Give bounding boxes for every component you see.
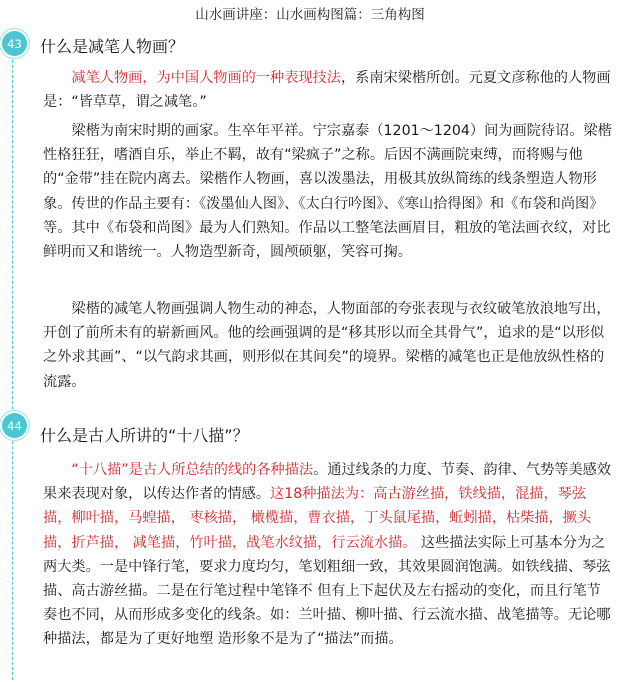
page-header-title: 山水画讲座：山水画构图篇：三角构图 [195, 7, 425, 23]
paragraph: 梁楷的减笔人物画强调人物生动的神态，人物面部的夸张表现与衣纹破笔放浪地写出，开创了前所未有的崭新画风。他的绘画强调的是“移其形以而全其骨气”，追求的是“以形似之外求其画”、“以气韵求其画，则形似在其间矣”的境界。梁楷的减笔也正是他放纵性格的流露。 [43, 301, 611, 390]
timeline-dashed-line [12, 60, 13, 680]
highlight-text: “十八描”是古人所总结的线的各种描法 [71, 462, 314, 478]
paragraph [43, 66, 613, 114]
body-text: ，系南宋梁楷所创。元夏文彦称他的人物画是：“皆草草，谓之减笔。” [43, 70, 611, 111]
body-text: 。通过线条的力度、节奏、韵律、气势等美感效果来表现对象，以传达作者的情感。 [43, 462, 612, 503]
question-title: 什么是古人所讲的“十八描”？ [40, 426, 249, 445]
paragraph: 梁楷为南宋时期的画家。生卒年平祥。宁宗嘉泰（1201～1204）间为画院待诏。梁楷性格狂狂，嗜酒自乐，举止不羁，故有“梁疯子”之称。后因不满画院束缚，而将赐与他的“金带”挂在院内离去。梁楷作人物画，喜以泼墨法，用极其放纵简练的线条塑造人物形象。传世的作品主要有：《泼墨仙人图》、《太白行吟图》、《寒山拾得图》和《布袋和尚图》等。其中《布袋和尚图》最为人们熟知。作品以工整笔法画眉目，粗放的笔法画衣纹，对比鲜明而又和谐统一。人物造型新奇，圆颅硕躯，笑容可掬。 [43, 123, 612, 261]
body-text: 这些描法实际上可基本分为之两大类。一是中锋行笔，要求力度均匀，笔划粗细一致，其效果圆润饱满。如铁线描、琴弦描、高古游丝描。二是在行笔过程中笔锋不 但有上下起伏及左右摇动的变化，而且行笔节奏也不同，从而形成多变化的线条。如：兰叶描、柳叶描、行云流水描、战笔描等。无论哪种描法，都是为了更好地塑 造形象不是为了“描法”而描。 [43, 534, 611, 648]
paragraph [43, 458, 613, 652]
section-number-badge: 44 [2, 413, 27, 438]
question-title: 什么是减笔人物画？ [40, 37, 185, 56]
highlight-text: 这18种描法为：高古游丝描，铁线描，混描，琴弦描，柳叶描，马蝗描， 枣核描， 橄榄描，曹衣描，丁头鼠尾描，蚯蚓描，枯柴描，撅头描，折芦描， 减笔描，竹叶描，战笔水纹描，行云流水描。 [43, 486, 592, 551]
section-number-badge: 43 [2, 31, 27, 56]
highlight-text: 减笔人物画，为中国人物画的一种表现技法 [71, 70, 341, 86]
